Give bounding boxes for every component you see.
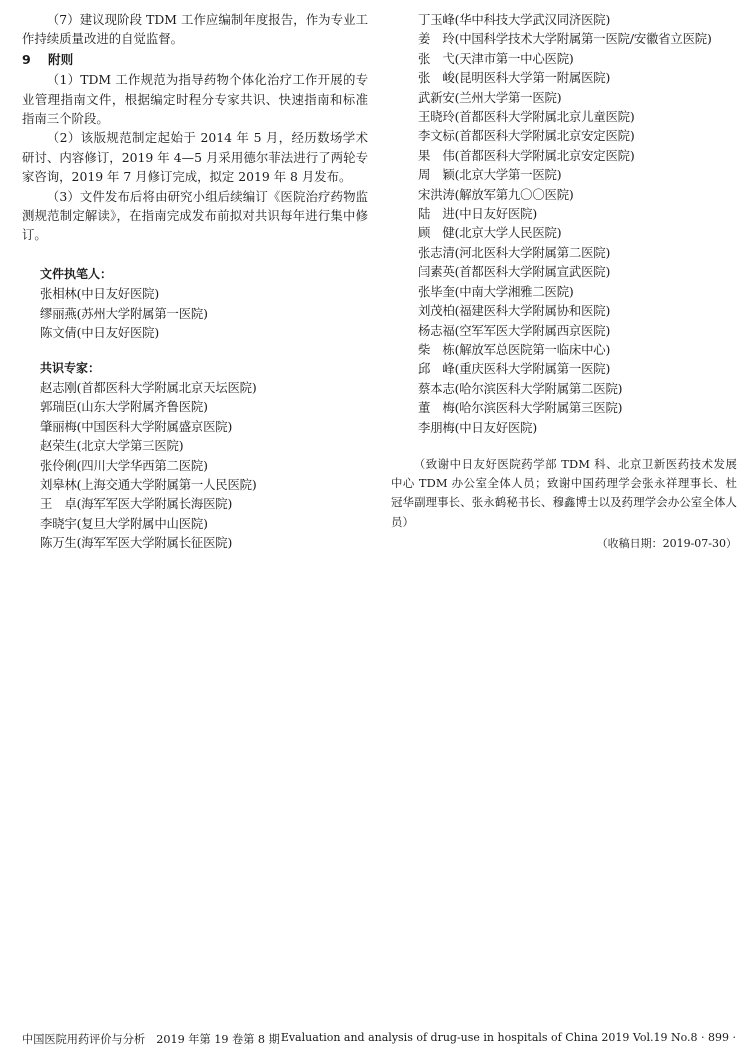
experts-heading: 共识专家： bbox=[40, 360, 101, 375]
expert-entry: 闫素英(首都医科大学附属宣武医院) bbox=[418, 264, 611, 280]
item-7-paragraph: （7）建议现阶段 TDM 工作应编制年度报告，作为专业工作持续质量改进的自觉监督。 bbox=[22, 12, 368, 47]
expert-entry: 周 颖(北京大学第一医院) bbox=[418, 167, 562, 183]
expert-entry: 张志清(河北医科大学附属第二医院) bbox=[418, 244, 611, 260]
section-title: 附则 bbox=[48, 51, 74, 67]
experts-list-right bbox=[391, 10, 737, 437]
authors-list bbox=[22, 284, 368, 342]
appendix-paragraph-2: （2）该版规范制定起始于 2014 年 5 月，经历数场学术研讨、内容修订，2019 年 4—5 月采用德尔菲法进行了两轮专家咨询，2019 年 7 月修订完成，拟定 2019 年 8 月发布。 bbox=[22, 130, 368, 185]
footer-journal-en: Evaluation and analysis of drug-use in hospitals of China 2019 Vol.19 No.8 · 899 · bbox=[280, 1031, 736, 1044]
expert-entry: 武新安(兰州大学第一医院) bbox=[418, 89, 562, 105]
left-column bbox=[22, 10, 368, 553]
expert-entry: 陈万生(海军军医大学附属长征医院) bbox=[40, 535, 233, 551]
expert-entry: 柴 栋(解放军总医院第一临床中心) bbox=[418, 341, 611, 357]
expert-entry: 王晓玲(首都医科大学附属北京儿童医院) bbox=[418, 109, 635, 125]
expert-entry: 蔡本志(哈尔滨医科大学附属第二医院) bbox=[418, 380, 623, 396]
expert-entry: 肇丽梅(中国医科大学附属盛京医院) bbox=[40, 418, 233, 434]
expert-entry: 董 梅(哈尔滨医科大学附属第三医院) bbox=[418, 400, 623, 416]
expert-entry: 张毕奎(中南大学湘雅二医院) bbox=[418, 283, 574, 299]
received-date: （收稿日期：2019-07-30） bbox=[596, 536, 737, 550]
expert-entry: 赵志刚(首都医科大学附属北京天坛医院) bbox=[40, 379, 257, 395]
section-9-heading bbox=[22, 50, 368, 69]
experts-list-left bbox=[22, 378, 368, 553]
expert-entry: 陆 进(中日友好医院) bbox=[418, 206, 537, 222]
expert-entry: 宋洪涛(解放军第九〇〇医院) bbox=[418, 186, 574, 202]
acknowledgement: （致谢中日友好医院药学部 TDM 科、北京卫新医药技术发展中心 TDM 办公室全体人员；致谢中国药理学会张永祥理事长、杜冠华副理事长、张永鹤秘书长、穆鑫博士以及药理学会办公室全体人员） bbox=[391, 456, 737, 529]
author-entry: 缪丽燕(苏州大学附属第一医院) bbox=[40, 305, 208, 321]
expert-entry: 顾 健(北京大学人民医院) bbox=[418, 225, 562, 241]
expert-entry: 姜 玲(中国科学技术大学附属第一医院/安徽省立医院) bbox=[418, 31, 712, 47]
expert-entry: 王 卓(海军军医大学附属长海医院) bbox=[40, 496, 233, 512]
appendix-paragraph-1: （1）TDM 工作规范为指导药物个体化治疗工作开展的专业管理指南文件，根据编定时程分专家共识、快速指南和标准指南三个阶段。 bbox=[22, 72, 368, 127]
expert-entry: 果 伟(首都医科大学附属北京安定医院) bbox=[418, 147, 635, 163]
expert-entry: 李文标(首都医科大学附属北京安定医院) bbox=[418, 128, 635, 144]
author-entry: 陈文倩(中日友好医院) bbox=[40, 325, 159, 341]
footer-journal-cn: 中国医院用药评价与分析 2019 年第 19 卷第 8 期 bbox=[22, 1033, 280, 1046]
expert-entry: 张 峻(昆明医科大学第一附属医院) bbox=[418, 70, 611, 86]
expert-entry: 郭瑞臣(山东大学附属齐鲁医院) bbox=[40, 399, 208, 415]
expert-entry: 赵荣生(北京大学第三医院) bbox=[40, 438, 184, 454]
authors-heading: 文件执笔人： bbox=[40, 266, 113, 281]
expert-entry: 刘茂柏(福建医科大学附属协和医院) bbox=[418, 303, 611, 319]
author-entry: 张相林(中日友好医院) bbox=[40, 286, 159, 302]
expert-entry: 邱 峰(重庆医科大学附属第一医院) bbox=[418, 361, 611, 377]
expert-entry: 丁玉峰(华中科技大学武汉同济医院) bbox=[418, 12, 611, 27]
expert-entry: 李晓宇(复旦大学附属中山医院) bbox=[40, 515, 208, 531]
expert-entry: 杨志福(空军军医大学附属西京医院) bbox=[418, 322, 611, 338]
right-column bbox=[391, 10, 737, 553]
appendix-paragraph-3: （3）文件发布后将由研究小组后续编订《医院治疗药物监测规范制定解读》，在指南完成发布前拟对共识每年进行集中修订。 bbox=[22, 188, 368, 243]
expert-entry: 刘皋林(上海交通大学附属第一人民医院) bbox=[40, 476, 257, 492]
expert-entry: 张 弋(天津市第一中心医院) bbox=[418, 50, 574, 66]
section-number: 9 bbox=[22, 51, 31, 67]
expert-entry: 张伶俐(四川大学华西第二医院) bbox=[40, 457, 208, 473]
expert-entry: 李朋梅(中日友好医院) bbox=[418, 419, 537, 435]
